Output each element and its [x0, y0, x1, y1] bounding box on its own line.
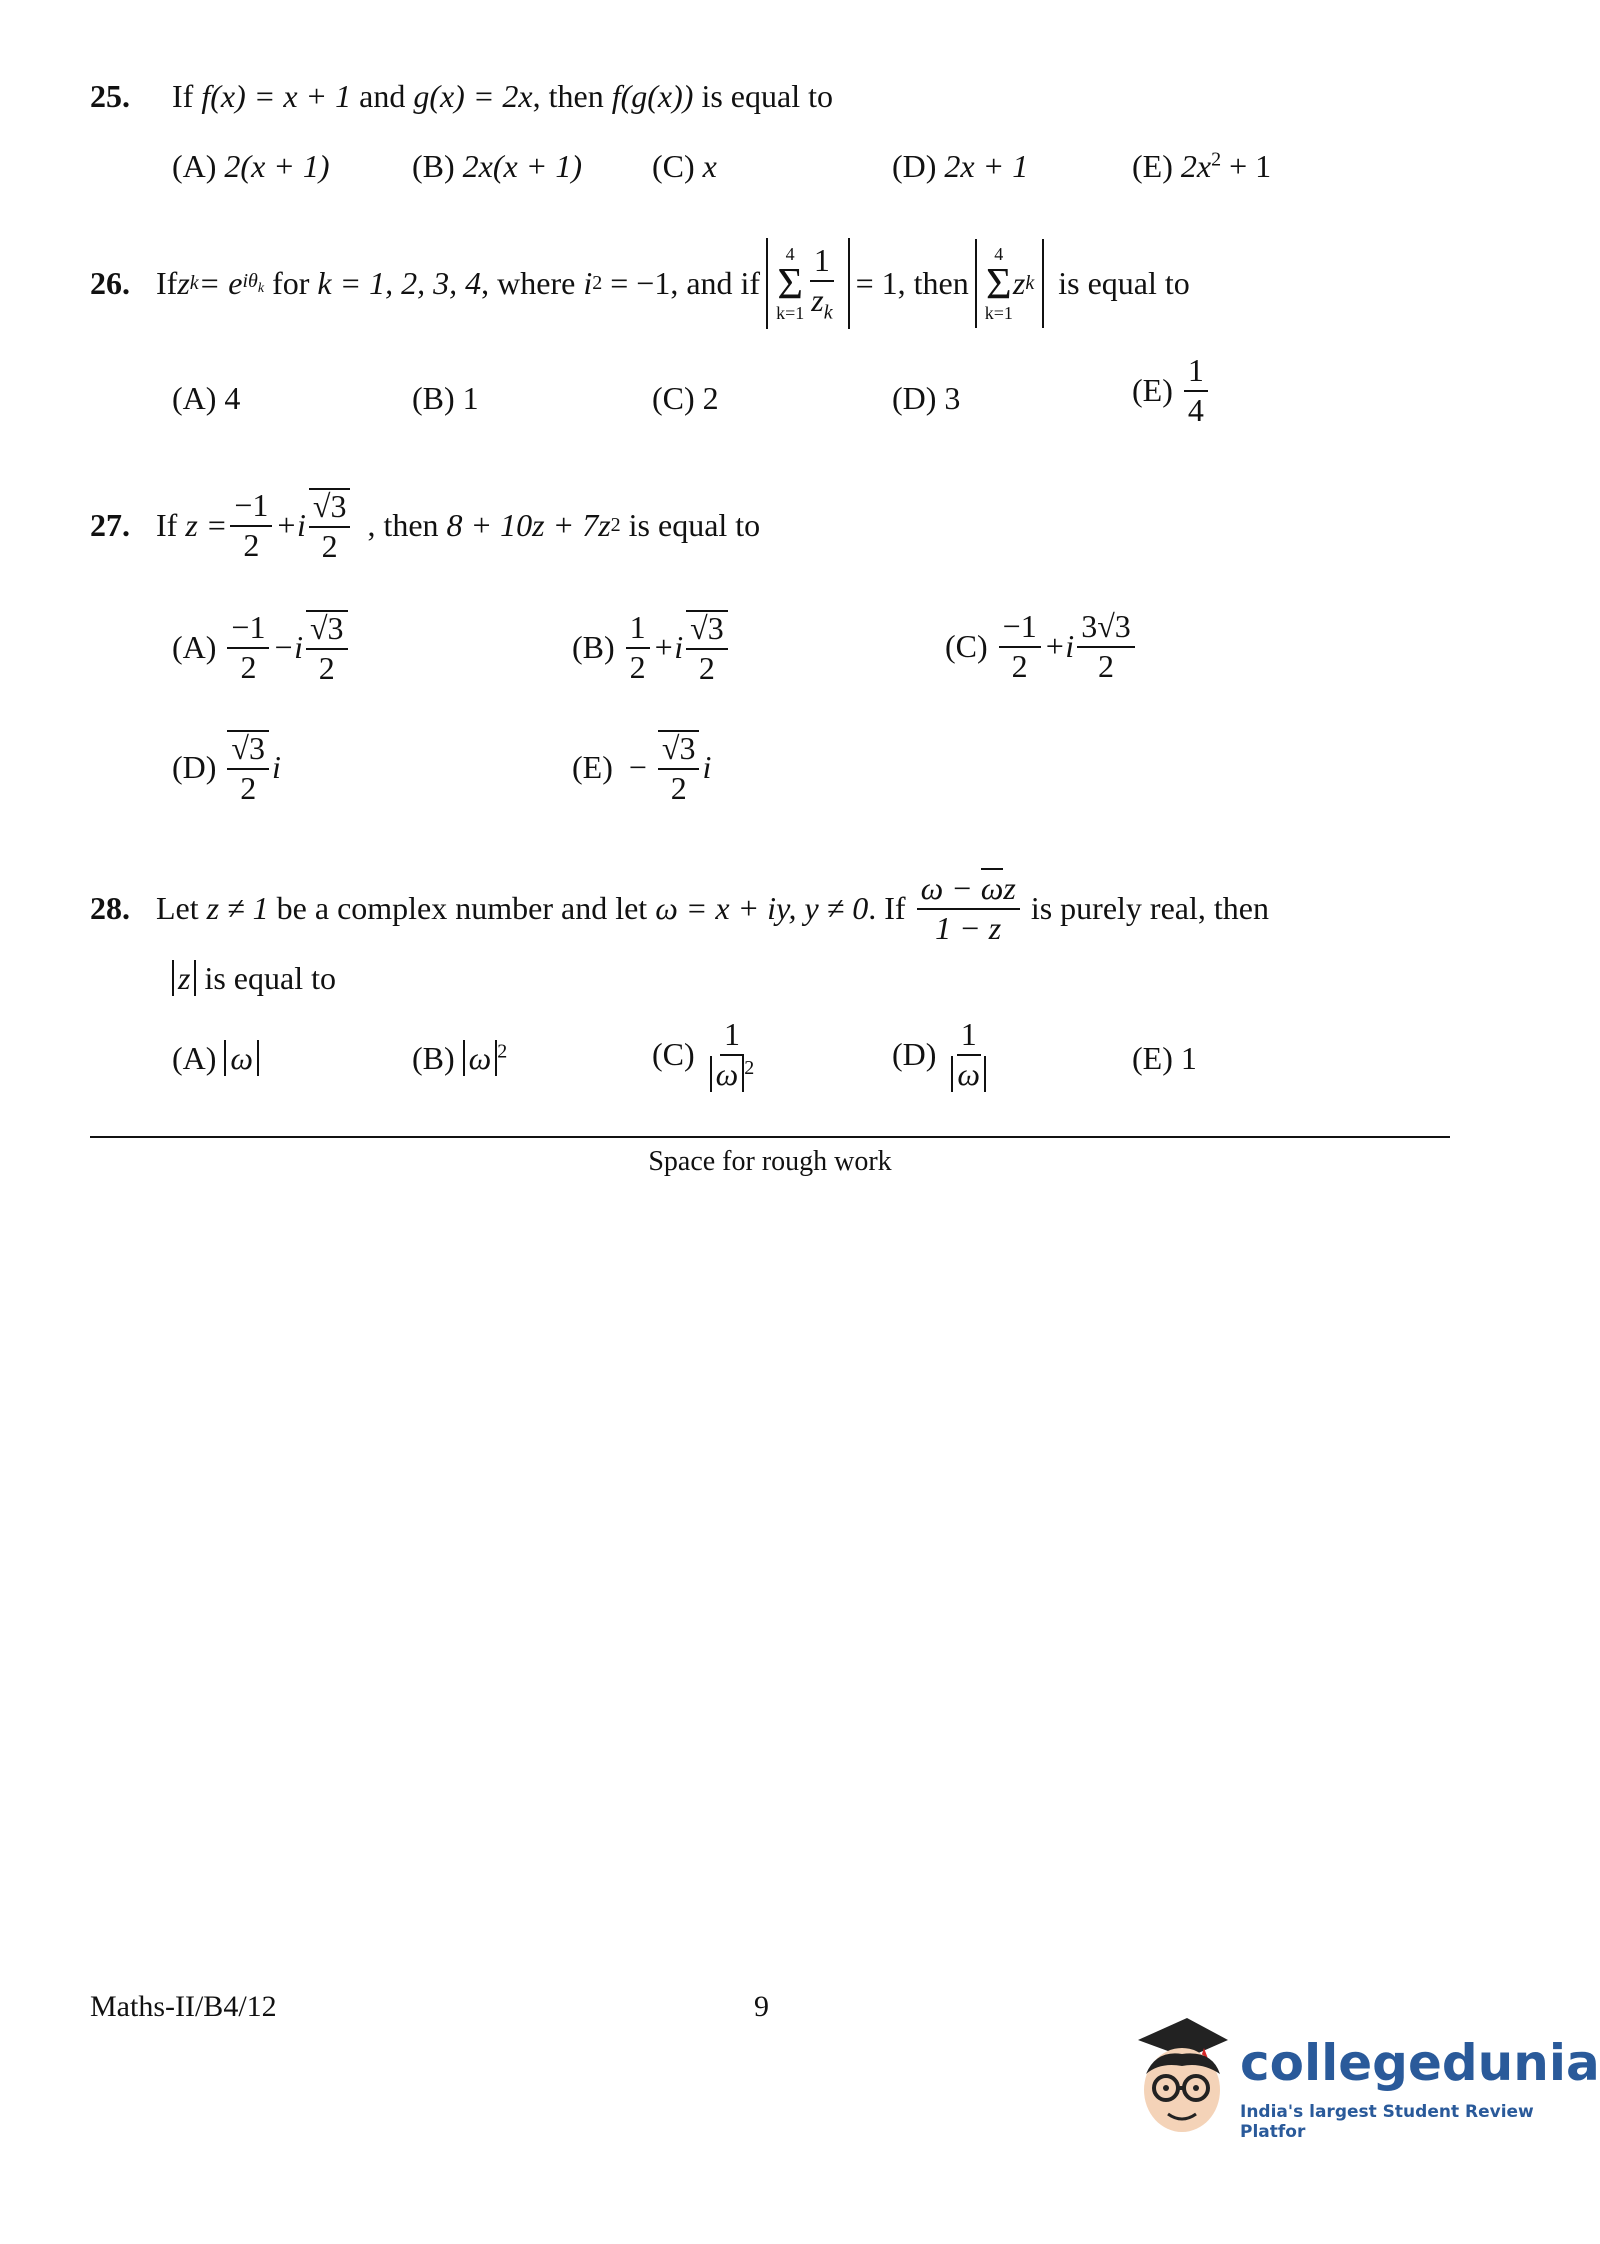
rough-work-label: Space for rough work [648, 1146, 892, 1177]
denominator: 2 [318, 649, 335, 686]
sum-upper: 4 [785, 243, 795, 264]
subscript: k [257, 280, 265, 296]
stem-text: , then [532, 78, 612, 114]
sum-upper: 4 [994, 243, 1004, 264]
option-letter: (A) [172, 629, 217, 666]
sum-symbol: Σ [985, 258, 1012, 308]
math: z [177, 264, 190, 301]
option-27-b [572, 610, 731, 685]
superscript: 2 [592, 271, 603, 294]
option-26-a [172, 380, 240, 417]
option-27-d [172, 730, 281, 805]
option-26-c [652, 380, 719, 417]
option-letter: (C) [652, 1036, 695, 1073]
option-letter: (E) [572, 749, 613, 786]
math: y ≠ 0 [796, 890, 869, 927]
stem-text: is equal to [693, 78, 833, 114]
denominator: 2 [240, 648, 257, 685]
numerator: z [1003, 870, 1016, 906]
option-26-e [1132, 354, 1211, 427]
numerator: √3 [658, 730, 700, 770]
subscript: k [189, 271, 199, 294]
page-number: 9 [754, 1990, 769, 2023]
sum-lower: k=1 [776, 303, 805, 324]
option-text: 1 [462, 380, 479, 416]
sum-symbol: Σ [777, 258, 803, 308]
stem-text: Let [156, 890, 207, 927]
stem-text: be a complex number and let [268, 890, 656, 927]
option-25-e [1132, 148, 1271, 185]
sum-lower: k=1 [984, 303, 1013, 324]
option-text: 3 [944, 380, 961, 416]
option-text: 4 [224, 380, 241, 416]
math: f(x) = x + 1 [201, 78, 352, 114]
option-text: 2(x + 1) [224, 148, 330, 184]
math: f(g(x)) [611, 78, 694, 114]
question-28 [90, 872, 1269, 945]
fraction [999, 610, 1041, 683]
stem-text: = 1, then [855, 264, 969, 301]
question-28-line2 [172, 960, 336, 997]
math: i [583, 264, 593, 301]
numerator: 1 [810, 244, 834, 282]
option-27-e [572, 730, 711, 805]
math: −i [272, 629, 303, 666]
option-text: 2x(x + 1) [462, 148, 582, 184]
option-letter: (D) [892, 380, 937, 416]
superscript: 2 [610, 514, 621, 537]
fraction [1077, 610, 1135, 683]
question-number: 27. [90, 507, 130, 544]
denominator: 2 [1097, 647, 1114, 684]
subscript: k [1025, 271, 1035, 294]
fraction [807, 244, 836, 323]
denominator: 2 [243, 526, 260, 563]
option-letter: (E) [1132, 372, 1173, 409]
option-letter: (B) [412, 148, 455, 184]
option-text: + 1 [1221, 148, 1272, 184]
superscript: 2 [744, 1056, 755, 1079]
stem-text: . If [868, 890, 914, 927]
abs-sum [975, 239, 1045, 329]
stem-text: is equal to [620, 507, 761, 544]
fraction [658, 730, 700, 805]
fraction [227, 611, 269, 684]
option-letter: (A) [172, 1040, 217, 1076]
option-text: x [702, 148, 717, 184]
numerator: ω − [920, 870, 981, 906]
stem-text: , where [481, 264, 584, 301]
math: ω = x + iy, [655, 890, 797, 927]
numerator: √3 [686, 610, 728, 650]
superscript: 2 [1211, 148, 1222, 171]
fraction [706, 1018, 759, 1092]
option-27-a [172, 610, 351, 685]
stem-text: If [156, 264, 178, 301]
option-28-c [652, 1018, 761, 1092]
abs-sum-reciprocal [766, 238, 850, 329]
question-27 [90, 488, 760, 563]
option-25-b [412, 148, 582, 185]
numerator: −1 [227, 611, 269, 649]
question-number: 26. [90, 264, 130, 301]
stem-text: If [172, 78, 202, 114]
brand-name: collegedunia [1240, 2034, 1600, 2092]
math: − [628, 749, 647, 786]
brand-tagline: India's largest Student Review Platfor [1240, 2102, 1534, 2142]
option-text: 2x [1180, 148, 1212, 184]
fraction [306, 610, 348, 685]
numerator: 1 [626, 611, 650, 649]
numerator: 1 [957, 1018, 981, 1056]
option-letter: (D) [892, 148, 937, 184]
option-letter: (A) [172, 380, 217, 416]
denominator: 2 [629, 648, 646, 685]
option-letter: (D) [172, 749, 217, 786]
math: +i [1043, 628, 1075, 665]
option-28-e [1132, 1040, 1197, 1077]
option-text: 2x + 1 [944, 148, 1029, 184]
option-letter: (E) [1132, 148, 1173, 184]
option-letter: (C) [945, 628, 988, 665]
option-25-c [652, 148, 717, 185]
question-25 [90, 78, 833, 115]
superscript: 2 [497, 1040, 508, 1063]
fraction [626, 611, 650, 684]
collegedunia-mascot-icon [1132, 2010, 1232, 2140]
stem-text: for [264, 264, 318, 301]
option-letter: (B) [412, 1040, 455, 1076]
fraction [309, 488, 351, 563]
numerator: −1 [999, 610, 1041, 648]
fraction [230, 489, 272, 562]
option-text: 1 [1180, 1040, 1197, 1076]
option-letter: (C) [652, 148, 695, 184]
sigma [985, 245, 1013, 323]
option-text: ω [463, 1040, 498, 1076]
math: k = 1, 2, 3, 4 [317, 264, 482, 301]
numerator: 1 [1184, 354, 1208, 392]
option-letter: (D) [892, 1036, 937, 1073]
math: +i [275, 507, 306, 544]
math: 8 + 10z + 7z [446, 507, 611, 544]
math: z = [185, 507, 228, 544]
stem-text: is equal to [1050, 264, 1190, 301]
math: +i [652, 629, 684, 666]
stem-text: is equal to [196, 960, 336, 996]
stem-text: and [351, 78, 414, 114]
denominator: 2 [240, 769, 257, 806]
option-text: ω [224, 1040, 259, 1076]
numerator: √3 [306, 610, 348, 650]
denominator: 2 [670, 769, 687, 806]
math: = e [198, 264, 243, 301]
option-letter: (C) [652, 380, 695, 416]
math: z ≠ 1 [206, 890, 269, 927]
question-number: 25. [90, 78, 130, 114]
fraction [947, 1018, 990, 1091]
option-25-a [172, 148, 330, 185]
numerator: −1 [230, 489, 272, 527]
option-letter: (B) [412, 380, 455, 416]
subscript: k [823, 300, 833, 323]
stem-text: If [156, 507, 186, 544]
fraction [1184, 354, 1208, 427]
footer-code: Maths-II/B4/12 [90, 1990, 277, 2023]
option-28-a [172, 1040, 259, 1077]
numerator: 1 [720, 1018, 744, 1056]
denominator: ω [951, 1056, 986, 1092]
denominator: 2 [698, 649, 715, 686]
stem-text: , then [367, 507, 447, 544]
option-27-c [945, 610, 1138, 683]
numerator: √3 [309, 488, 351, 528]
divider [90, 1136, 1450, 1138]
option-28-b [412, 1040, 507, 1077]
stem-text: is purely real, then [1022, 890, 1269, 927]
denominator: 2 [1011, 647, 1028, 684]
question-26 [90, 238, 1190, 329]
denominator: ω [710, 1056, 745, 1092]
numerator: 3√3 [1077, 610, 1135, 648]
option-26-b [412, 380, 479, 417]
denominator: 1 − z [935, 909, 1002, 946]
superscript: iθ [242, 269, 258, 292]
option-letter: (E) [1132, 1040, 1173, 1076]
fraction [686, 610, 728, 685]
denominator: 2 [321, 527, 338, 564]
math: i [271, 749, 281, 786]
fraction [227, 730, 269, 805]
fraction [917, 872, 1020, 945]
denominator: z [811, 281, 824, 318]
denominator: 4 [1187, 391, 1204, 428]
option-26-d [892, 380, 960, 417]
option-letter: (A) [172, 148, 217, 184]
math: z [172, 960, 196, 996]
math: g(x) = 2x [413, 78, 533, 114]
stem-text: = −1, and if [602, 264, 761, 301]
math: i [702, 749, 712, 786]
conjugate: ω [980, 870, 1004, 906]
question-number: 28. [90, 890, 130, 927]
numerator: √3 [227, 730, 269, 770]
option-25-d [892, 148, 1028, 185]
option-28-d [892, 1018, 993, 1091]
option-letter: (B) [572, 629, 615, 666]
option-text: 2 [702, 380, 719, 416]
math: z [1012, 264, 1026, 301]
sigma [776, 245, 804, 323]
